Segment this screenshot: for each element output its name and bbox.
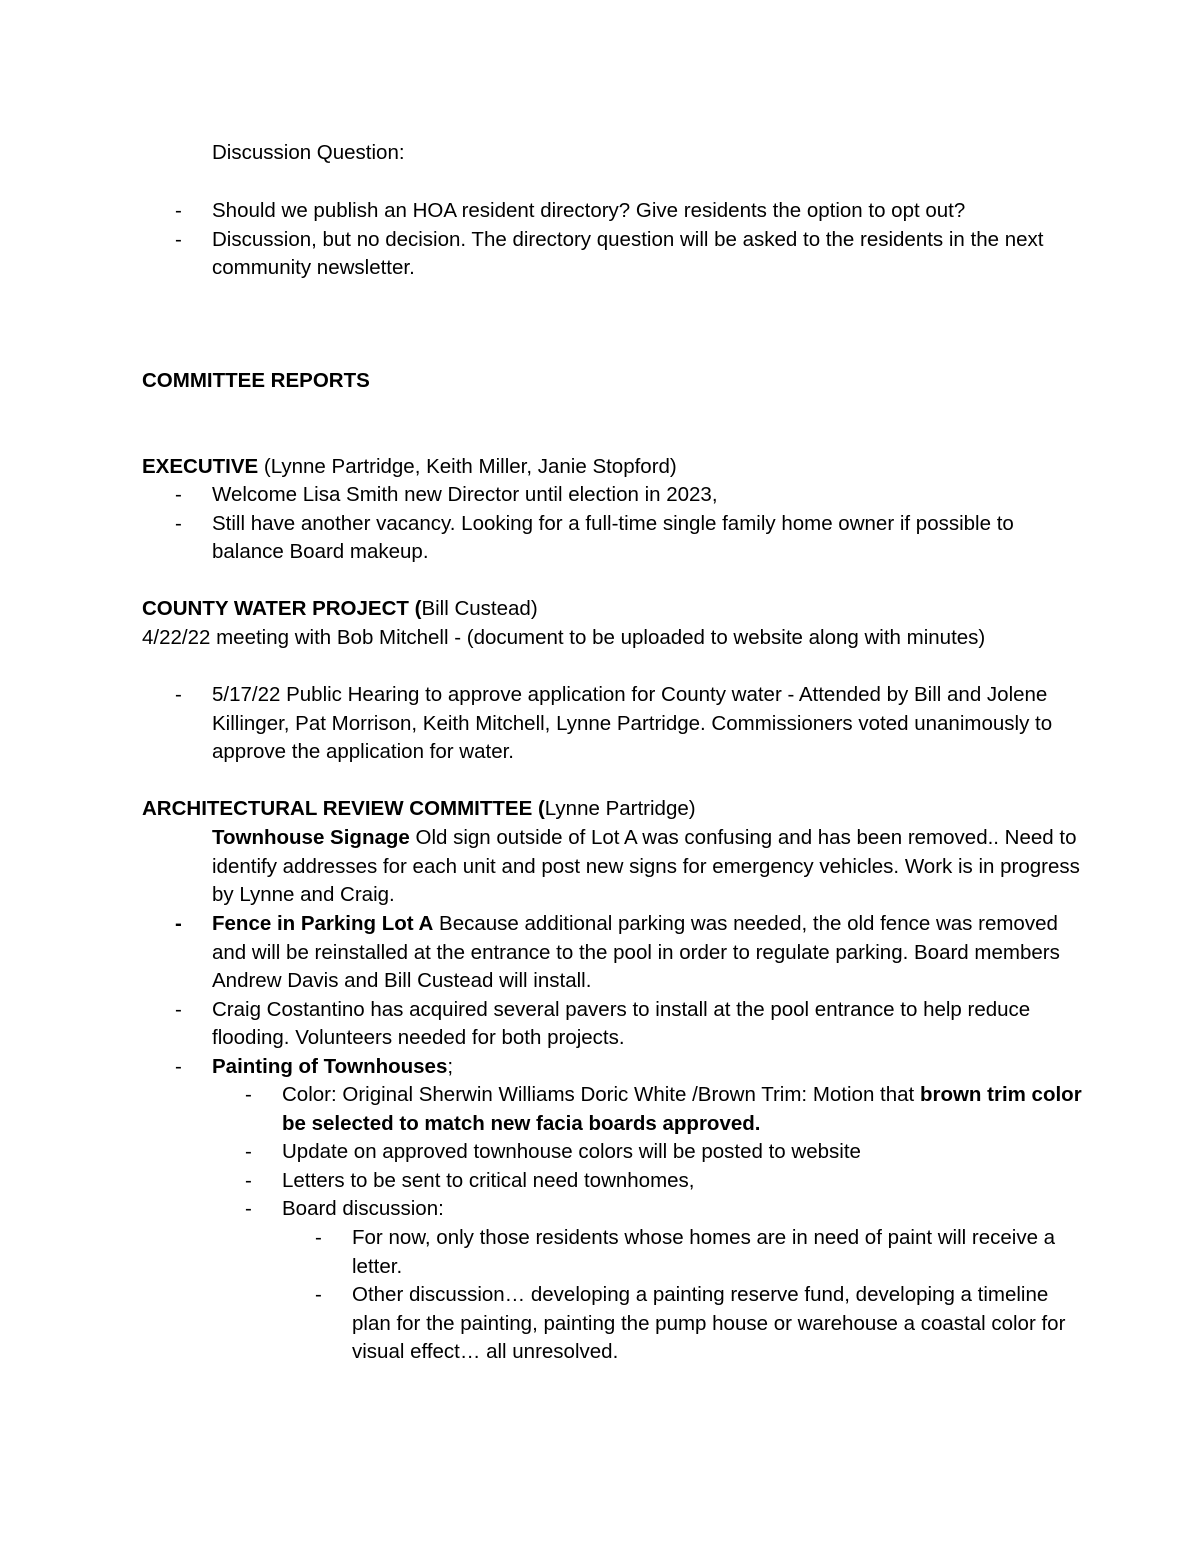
- list-item: - Update on approved townhouse colors will be posted to website: [245, 1140, 861, 1164]
- county-water-meeting-note: 4/22/22 meeting with Bob Mitchell - (document to be uploaded to website along with minutes): [142, 626, 986, 649]
- list-item: - Still have another vacancy. Looking for a full-time single family home owner if possible to balance Board makeup.: [175, 511, 1014, 564]
- county-water-title: COUNTY WATER PROJECT (: [142, 597, 422, 620]
- board-discussion-list: [315, 1224, 1082, 1367]
- list-item: - Should we publish an HOA resident directory? Give residents the option to opt out?: [175, 199, 966, 222]
- list-item: - Color: Original Sherwin Williams Doric White /Brown Trim: Motion that brown trim color be selected to match new facia boards approved.: [245, 1083, 1082, 1135]
- list-item: - Painting of Townhouses;: [175, 1054, 454, 1078]
- list-item: - For now, only those residents whose homes are in need of paint will receive a letter.: [315, 1226, 1056, 1278]
- list-item: - Other discussion… developing a painting reserve fund, developing a timeline plan for the painting, painting the pump house or warehouse a coastal color for visual effect… all unresolved.: [315, 1283, 1066, 1364]
- townhouse-signage-title: Townhouse Signage: [212, 826, 410, 849]
- county-water-members: Bill Custead): [421, 597, 538, 620]
- county-water-list: [175, 681, 1082, 767]
- discussion-heading: Discussion Question:: [212, 141, 405, 164]
- list-item: - Board discussion:: [245, 1197, 444, 1221]
- architectural-title: ARCHITECTURAL REVIEW COMMITTEE (: [142, 797, 545, 820]
- list-item: - Letters to be sent to critical need townhomes,: [245, 1168, 695, 1192]
- executive-list: [175, 481, 1082, 567]
- discussion-list: [175, 197, 1082, 283]
- architectural-list: [175, 910, 1082, 1082]
- committee-reports-heading: COMMITTEE REPORTS: [142, 369, 370, 392]
- motion-approved: brown trim color be selected to match new facia boards approved.: [282, 1083, 1082, 1135]
- list-item: - 5/17/22 Public Hearing to approve application for County water - Attended by Bill and Jolene Killinger, Pat Morrison, Keith Mitchell, Lynne Partridge. Commissioners voted unanimously to approve the application for water.: [175, 683, 1053, 764]
- painting-title: Painting of Townhouses: [212, 1054, 448, 1078]
- painting-list: [245, 1081, 1082, 1224]
- list-item: - Welcome Lisa Smith new Director until election in 2023,: [175, 483, 718, 506]
- fence-title: Fence in Parking Lot A: [212, 912, 434, 935]
- architectural-heading: [142, 795, 1082, 824]
- list-item: - Discussion, but no decision. The directory question will be asked to the residents in the next community newsletter.: [175, 227, 1044, 280]
- executive-heading: [142, 453, 1082, 482]
- architectural-members: Lynne Partridge): [544, 797, 696, 820]
- townhouse-signage-paragraph: Townhouse Signage Old sign outside of Lot A was confusing and has been removed.. Need to identify addresses for each unit and post new signs for emergency vehicles. Work is in progress by Lynne and Craig.: [212, 826, 1080, 907]
- county-water-heading: [142, 595, 1082, 624]
- executive-members: (Lynne Partridge, Keith Miller, Janie Stopford): [258, 455, 677, 478]
- list-item: - Fence in Parking Lot A Because additional parking was needed, the old fence was removed and will be reinstalled at the entrance to the pool in order to regulate parking. Board members Andrew Davis and Bill Custead will install.: [175, 912, 1060, 993]
- list-item: - Craig Costantino has acquired several pavers to install at the pool entrance to help reduce flooding. Volunteers needed for both projects.: [175, 997, 1031, 1050]
- executive-title: EXECUTIVE: [142, 455, 259, 478]
